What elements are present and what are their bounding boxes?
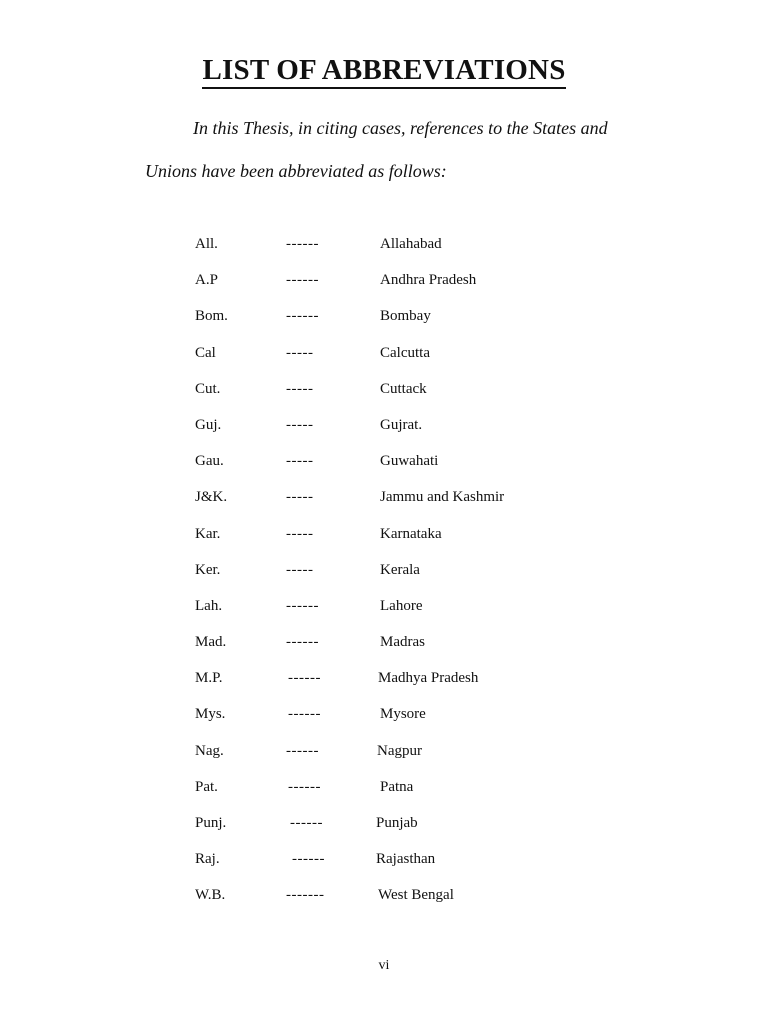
list-item: [0, 308, 768, 344]
separator-dashes: -----: [286, 416, 314, 433]
full-name: Andhra Pradesh: [380, 272, 477, 289]
full-name: Lahore: [380, 597, 423, 614]
separator-dashes: -------: [286, 887, 325, 904]
separator-dashes: ------: [286, 742, 319, 759]
separator-dashes: ------: [288, 706, 321, 723]
list-item: [0, 743, 768, 779]
separator-dashes: ------: [288, 670, 321, 687]
separator-dashes: ------: [286, 272, 319, 289]
separator-dashes: ------: [286, 597, 319, 614]
list-item: [0, 236, 768, 272]
full-name: Bombay: [380, 308, 431, 325]
separator-dashes: ------: [286, 634, 319, 651]
abbreviation: Pat.: [195, 778, 218, 795]
abbreviation: Mad.: [195, 634, 227, 651]
abbreviation: J&K.: [195, 489, 228, 506]
abbreviation: Guj.: [195, 416, 222, 433]
intro-line-1: In this Thesis, in citing cases, references to the States and: [193, 118, 608, 138]
abbreviation: M.P.: [195, 670, 223, 687]
abbreviation: Raj.: [195, 851, 220, 868]
abbreviation: Mys.: [195, 706, 226, 723]
list-item: [0, 453, 768, 489]
full-name: Cuttack: [380, 380, 427, 397]
full-name: Mysore: [380, 706, 426, 723]
abbreviation: Punj.: [195, 815, 227, 831]
list-item: [0, 526, 768, 562]
separator-dashes: -----: [286, 525, 314, 542]
abbreviation: Lah.: [195, 597, 223, 614]
list-item: [0, 779, 768, 815]
full-name: Patna: [380, 778, 414, 795]
full-name: Madhya Pradesh: [378, 670, 479, 687]
page-title: [0, 54, 768, 87]
list-item: [0, 381, 768, 417]
full-name: Guwahati: [380, 453, 439, 470]
list-item: [0, 851, 768, 887]
full-name: Gujrat.: [380, 416, 423, 433]
list-item: [0, 417, 768, 453]
abbreviation: Gau.: [195, 453, 224, 470]
abbreviation: Ker.: [195, 561, 221, 578]
list-item: [0, 887, 768, 923]
full-name: Allahabad: [380, 236, 442, 252]
separator-dashes: ------: [286, 308, 319, 325]
list-item: [0, 598, 768, 634]
full-name: Punjab: [376, 815, 418, 831]
full-name: Nagpur: [377, 742, 422, 759]
separator-dashes: -----: [286, 489, 314, 506]
full-name: Jammu and Kashmir: [380, 489, 505, 506]
list-item: [0, 815, 768, 851]
full-name: West Bengal: [378, 887, 454, 904]
separator-dashes: -----: [286, 380, 314, 397]
list-item: [0, 670, 768, 706]
separator-dashes: -----: [286, 453, 314, 470]
list-item: [0, 634, 768, 670]
full-name: Calcutta: [380, 344, 430, 361]
separator-dashes: ------: [292, 851, 325, 868]
separator-dashes: ------: [290, 815, 323, 831]
intro-line-2: Unions have been abbreviated as follows:: [145, 161, 447, 181]
list-item: [0, 345, 768, 381]
full-name: Rajasthan: [376, 851, 436, 868]
separator-dashes: ------: [288, 778, 321, 795]
list-item: [0, 489, 768, 525]
abbreviation: Cut.: [195, 380, 221, 397]
page-number: vi: [378, 958, 390, 973]
list-item: [0, 562, 768, 598]
list-item: [0, 706, 768, 742]
full-name: Karnataka: [380, 525, 442, 542]
abbreviation: A.P: [195, 272, 218, 289]
abbreviation: Bom.: [195, 308, 228, 325]
page-title-text: LIST OF ABBREVIATIONS: [202, 54, 565, 89]
list-item: [0, 272, 768, 308]
separator-dashes: -----: [286, 344, 314, 361]
abbreviation-list: [0, 236, 768, 924]
full-name: Madras: [380, 634, 425, 651]
abbreviation: Cal: [195, 344, 216, 361]
full-name: Kerala: [380, 561, 420, 578]
separator-dashes: ------: [286, 236, 319, 252]
separator-dashes: -----: [286, 561, 314, 578]
abbreviation: Nag.: [195, 742, 224, 759]
abbreviation: Kar.: [195, 525, 221, 542]
abbreviation: All.: [195, 236, 218, 252]
abbreviation: W.B.: [195, 887, 226, 904]
